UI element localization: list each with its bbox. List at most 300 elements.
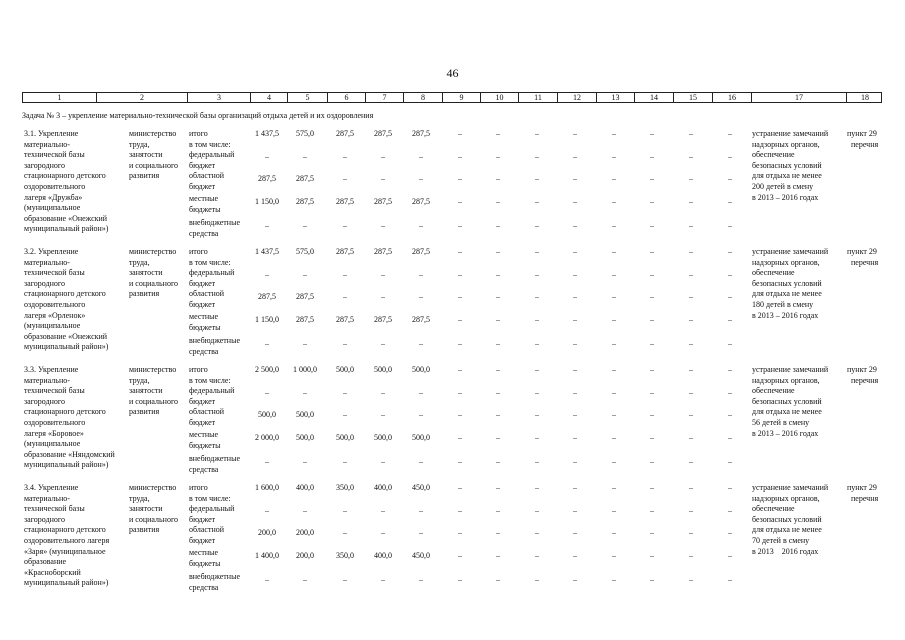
amount-cell: – [650, 221, 654, 230]
amount-cell: – [343, 388, 347, 397]
amount-cell: – [689, 433, 693, 442]
amount-cell: 287,5 [374, 129, 392, 138]
activity-name-line: образование [24, 557, 67, 567]
amount-cell: – [650, 575, 654, 584]
expected-result-line: 56 детей в смену [752, 418, 810, 427]
amount-cell: – [689, 551, 693, 560]
amount-cell: 1 437,5 [255, 129, 279, 138]
activity-name-line: 3.4. Укрепление [24, 483, 79, 492]
header-cell: 17 [751, 93, 846, 102]
funding-source-line: местные [189, 194, 219, 203]
amount-cell: – [458, 247, 462, 256]
activity-name-line: материально- [24, 257, 70, 267]
expected-result-line: безопасных условий [752, 160, 822, 170]
amount-cell: – [573, 315, 577, 324]
amount-cell: – [650, 152, 654, 161]
page-number: 46 [446, 66, 459, 80]
amount-cell: – [535, 388, 539, 397]
amount-cell: – [419, 174, 423, 183]
funding-source-line: итого [189, 129, 208, 138]
header-cell: 13 [596, 93, 634, 102]
header-cell: 2 [96, 93, 187, 102]
amount-cell: – [612, 221, 616, 230]
amount-cell: – [728, 197, 732, 206]
funding-source-line: бюджеты [189, 440, 221, 450]
amount-cell: – [265, 388, 269, 397]
funding-source-line: средства [189, 582, 219, 592]
amount-cell: – [535, 221, 539, 230]
amount-cell: 1 400,0 [255, 551, 279, 560]
amount-cell: – [650, 129, 654, 138]
executor-line: труда, [129, 139, 150, 149]
amount-cell: – [381, 221, 385, 230]
amount-cell: – [612, 270, 616, 279]
amount-cell: 287,5 [412, 315, 430, 324]
expected-result-line: 200 детей в смену [752, 182, 814, 191]
funding-source-line: бюджеты [189, 204, 221, 214]
amount-cell: – [419, 388, 423, 397]
amount-cell: – [728, 339, 732, 348]
header-cell: 18 [846, 93, 883, 102]
amount-cell: 400,0 [374, 551, 392, 560]
indicator-ref-line: пункт 29 [847, 247, 877, 256]
amount-cell: – [650, 247, 654, 256]
amount-cell: – [535, 197, 539, 206]
amount-cell: 287,5 [296, 292, 314, 301]
amount-cell: – [381, 152, 385, 161]
header-cell: 14 [634, 93, 673, 102]
executor-line: министерство [129, 365, 177, 374]
amount-cell: – [612, 315, 616, 324]
amount-cell: – [303, 339, 307, 348]
amount-cell: – [728, 506, 732, 515]
amount-cell: – [496, 365, 500, 374]
amount-cell: – [496, 339, 500, 348]
amount-cell: – [689, 247, 693, 256]
amount-cell: – [496, 152, 500, 161]
amount-cell: – [535, 174, 539, 183]
header-cell: 4 [250, 93, 287, 102]
amount-cell: – [650, 410, 654, 419]
amount-cell: – [689, 339, 693, 348]
activity-block [0, 483, 905, 601]
activity-block [0, 129, 905, 247]
executor-line: и социального [129, 396, 179, 406]
amount-cell: – [343, 410, 347, 419]
expected-result-line: устранение замечаний [752, 483, 829, 492]
amount-cell: – [265, 339, 269, 348]
amount-cell: – [573, 339, 577, 348]
expected-result-line: для отдыха не менее [752, 171, 822, 181]
amount-cell: – [496, 129, 500, 138]
amount-cell: – [535, 506, 539, 515]
amount-cell: 450,0 [412, 483, 430, 492]
amount-cell: – [458, 388, 462, 397]
amount-cell: – [458, 410, 462, 419]
indicator-ref-line: перечня [851, 257, 879, 267]
amount-cell: – [303, 221, 307, 230]
amount-cell: – [728, 152, 732, 161]
executor-line: министерство [129, 483, 177, 492]
amount-cell: – [689, 528, 693, 537]
amount-cell: – [612, 292, 616, 301]
amount-cell: – [496, 247, 500, 256]
expected-result-line: в 2013 2016 годах [752, 546, 819, 556]
amount-cell: – [381, 270, 385, 279]
activity-name-line: образование «Няндомский [24, 449, 115, 459]
amount-cell: – [689, 152, 693, 161]
amount-cell: 287,5 [374, 197, 392, 206]
indicator-ref-line: пункт 29 [847, 483, 877, 492]
amount-cell: 287,5 [296, 315, 314, 324]
executor-line: занятости [129, 504, 163, 514]
amount-cell: – [419, 410, 423, 419]
activity-name-line: лагеря «Дружба» [24, 192, 83, 202]
header-cell: 7 [365, 93, 403, 102]
activity-name-line: «Красноборский [24, 567, 81, 577]
expected-result-line: обеспечение [752, 504, 795, 514]
amount-cell: – [535, 315, 539, 324]
amount-cell: 1 600,0 [255, 483, 279, 492]
amount-cell: – [343, 270, 347, 279]
executor-line: труда, [129, 375, 150, 385]
activity-name-line: стационарного детского [24, 407, 106, 417]
amount-cell: 200,0 [296, 551, 314, 560]
funding-source-line: бюджет [189, 182, 216, 191]
amount-cell: – [612, 129, 616, 138]
amount-cell: – [612, 152, 616, 161]
amount-cell: – [458, 221, 462, 230]
activity-name-line: оздоровительного [24, 300, 86, 309]
funding-source-line: итого [189, 365, 208, 374]
amount-cell: 2 500,0 [255, 365, 279, 374]
executor-line: занятости [129, 268, 163, 278]
amount-cell: – [303, 506, 307, 515]
activity-name-line: загородного [24, 514, 65, 524]
amount-cell: 575,0 [296, 247, 314, 256]
amount-cell: – [728, 575, 732, 584]
amount-cell: – [496, 506, 500, 515]
amount-cell: – [381, 457, 385, 466]
amount-cell: 500,0 [374, 365, 392, 374]
amount-cell: 200,0 [296, 528, 314, 537]
amount-cell: – [381, 292, 385, 301]
header-cell: 9 [442, 93, 480, 102]
amount-cell: – [535, 575, 539, 584]
table-header-row [22, 92, 882, 103]
amount-cell: 287,5 [374, 247, 392, 256]
funding-source-line: областной [189, 525, 225, 535]
amount-cell: – [573, 433, 577, 442]
amount-cell: – [458, 528, 462, 537]
executor-line: и социального [129, 160, 179, 170]
funding-source-line: итого [189, 483, 208, 492]
amount-cell: – [419, 152, 423, 161]
amount-cell: – [612, 197, 616, 206]
amount-cell: – [458, 174, 462, 183]
activity-name-line: 3.1. Укрепление [24, 129, 79, 138]
amount-cell: – [650, 365, 654, 374]
funding-source-line: в том числе: [189, 375, 231, 385]
amount-cell: – [689, 174, 693, 183]
amount-cell: – [303, 457, 307, 466]
amount-cell: – [728, 247, 732, 256]
header-cell: 15 [673, 93, 712, 102]
executor-line: развития [129, 525, 160, 535]
amount-cell: – [381, 410, 385, 419]
executor-line: занятости [129, 150, 163, 160]
amount-cell: – [343, 221, 347, 230]
amount-cell: 500,0 [336, 365, 354, 374]
amount-cell: – [535, 292, 539, 301]
amount-cell: – [303, 152, 307, 161]
amount-cell: – [496, 551, 500, 560]
amount-cell: – [573, 129, 577, 138]
executor-line: развития [129, 407, 160, 417]
amount-cell: – [650, 197, 654, 206]
amount-cell: – [303, 575, 307, 584]
activity-name-line: загородного [24, 396, 65, 406]
activity-name-line: муниципальный район») [24, 224, 109, 234]
expected-result-line: надзорных органов, [752, 139, 820, 149]
funding-source-line: областной [189, 289, 225, 299]
amount-cell: 500,0 [336, 433, 354, 442]
amount-cell: 400,0 [296, 483, 314, 492]
amount-cell: – [728, 433, 732, 442]
amount-cell: – [573, 457, 577, 466]
amount-cell: – [573, 551, 577, 560]
funding-source-line: итого [189, 247, 208, 256]
amount-cell: 287,5 [258, 174, 276, 183]
amount-cell: – [573, 575, 577, 584]
activity-name-line: стационарного детского [24, 289, 106, 299]
header-cell: 5 [287, 93, 327, 102]
activity-name-line: 3.2. Укрепление [24, 247, 79, 256]
amount-cell: – [343, 174, 347, 183]
amount-cell: 287,5 [336, 315, 354, 324]
expected-result-line: для отдыха не менее [752, 407, 822, 417]
amount-cell: – [265, 506, 269, 515]
amount-cell: – [573, 247, 577, 256]
activity-name-line: загородного [24, 278, 65, 288]
amount-cell: – [458, 339, 462, 348]
executor-line: развития [129, 289, 160, 299]
activity-name-line: технической базы [24, 386, 85, 396]
executor-line: труда, [129, 257, 150, 267]
funding-source-line: бюджет [189, 300, 216, 309]
amount-cell: – [419, 270, 423, 279]
expected-result-line: устранение замечаний [752, 365, 829, 374]
amount-cell: – [265, 270, 269, 279]
amount-cell: – [728, 551, 732, 560]
activity-name-line: лагеря «Боровое» [24, 428, 84, 438]
expected-result-line: для отдыха не менее [752, 289, 822, 299]
amount-cell: – [343, 575, 347, 584]
activity-name-line: (муниципальное [24, 439, 81, 449]
activity-name-line: образование «Онежский [24, 213, 108, 223]
activity-name-line: 3.3. Укрепление [24, 365, 79, 374]
amount-cell: – [612, 506, 616, 515]
amount-cell: – [573, 410, 577, 419]
amount-cell: – [458, 483, 462, 492]
amount-cell: – [612, 388, 616, 397]
expected-result-line: в 2013 – 2016 годах [752, 192, 819, 202]
funding-source-line: бюджет [189, 278, 216, 288]
amount-cell: – [612, 247, 616, 256]
amount-cell: – [419, 292, 423, 301]
amount-cell: – [728, 270, 732, 279]
amount-cell: – [535, 483, 539, 492]
amount-cell: 575,0 [296, 129, 314, 138]
executor-line: занятости [129, 386, 163, 396]
amount-cell: 287,5 [296, 197, 314, 206]
activity-name-line: материально- [24, 375, 70, 385]
amount-cell: 500,0 [374, 433, 392, 442]
amount-cell: – [650, 457, 654, 466]
activity-name-line: оздоровительного лагеря [24, 536, 110, 545]
amount-cell: 1 150,0 [255, 315, 279, 324]
amount-cell: – [689, 197, 693, 206]
amount-cell: – [343, 457, 347, 466]
amount-cell: 287,5 [336, 247, 354, 256]
funding-source-line: внебюджетные [189, 572, 240, 581]
amount-cell: – [419, 221, 423, 230]
indicator-ref-line: пункт 29 [847, 129, 877, 138]
expected-result-line: устранение замечаний [752, 129, 829, 138]
amount-cell: 500,0 [412, 365, 430, 374]
amount-cell: – [535, 247, 539, 256]
activity-name-line: загородного [24, 160, 65, 170]
amount-cell: – [496, 410, 500, 419]
amount-cell: – [496, 528, 500, 537]
amount-cell: – [496, 483, 500, 492]
header-cell: 16 [712, 93, 751, 102]
funding-source-line: местные [189, 430, 219, 439]
executor-line: и социального [129, 514, 179, 524]
amount-cell: 287,5 [374, 315, 392, 324]
funding-source-line: бюджеты [189, 558, 221, 568]
expected-result-line: безопасных условий [752, 278, 822, 288]
activity-name-line: муниципальный район») [24, 342, 109, 352]
amount-cell: – [689, 457, 693, 466]
funding-source-line: внебюджетные [189, 218, 240, 227]
amount-cell: – [535, 339, 539, 348]
executor-line: труда, [129, 493, 150, 503]
amount-cell: – [535, 551, 539, 560]
amount-cell: – [496, 197, 500, 206]
activity-name-line: стационарного детского [24, 525, 106, 535]
amount-cell: – [650, 388, 654, 397]
amount-cell: – [573, 197, 577, 206]
amount-cell: – [496, 292, 500, 301]
activity-name-line: муниципальный район») [24, 578, 109, 588]
amount-cell: – [573, 174, 577, 183]
amount-cell: – [535, 129, 539, 138]
amount-cell: – [650, 270, 654, 279]
funding-source-line: бюджеты [189, 322, 221, 332]
amount-cell: – [612, 433, 616, 442]
expected-result-line: безопасных условий [752, 396, 822, 406]
header-cell: 8 [403, 93, 442, 102]
amount-cell: – [612, 551, 616, 560]
amount-cell: – [728, 457, 732, 466]
activity-block [0, 247, 905, 365]
activity-name-line: материально- [24, 139, 70, 149]
amount-cell: – [650, 315, 654, 324]
amount-cell: – [496, 315, 500, 324]
amount-cell: 287,5 [296, 174, 314, 183]
amount-cell: – [458, 315, 462, 324]
activity-name-line: стационарного детского [24, 171, 106, 181]
amount-cell: – [650, 506, 654, 515]
amount-cell: 500,0 [412, 433, 430, 442]
activity-name-line: лагеря «Орленок» [24, 310, 86, 320]
amount-cell: – [535, 410, 539, 419]
amount-cell: 2 000,0 [255, 433, 279, 442]
amount-cell: – [458, 506, 462, 515]
amount-cell: – [303, 270, 307, 279]
amount-cell: 1 437,5 [255, 247, 279, 256]
amount-cell: – [343, 152, 347, 161]
amount-cell: – [689, 129, 693, 138]
expected-result-line: безопасных условий [752, 514, 822, 524]
indicator-ref-line: перечня [851, 375, 879, 385]
amount-cell: – [496, 433, 500, 442]
amount-cell: – [612, 174, 616, 183]
activity-name-line: материально- [24, 493, 70, 503]
funding-source-line: областной [189, 407, 225, 417]
amount-cell: – [689, 365, 693, 374]
indicator-ref-line: перечня [851, 139, 879, 149]
amount-cell: – [612, 365, 616, 374]
amount-cell: – [573, 528, 577, 537]
amount-cell: – [458, 292, 462, 301]
expected-result-line: обеспечение [752, 386, 795, 396]
amount-cell: – [458, 365, 462, 374]
funding-source-line: внебюджетные [189, 454, 240, 463]
activity-name-line: технической базы [24, 268, 85, 278]
funding-source-line: бюджет [189, 536, 216, 545]
amount-cell: – [303, 388, 307, 397]
amount-cell: – [728, 292, 732, 301]
funding-source-line: в том числе: [189, 257, 231, 267]
expected-result-line: для отдыха не менее [752, 525, 822, 535]
activity-name-line: (муниципальное [24, 203, 81, 213]
amount-cell: – [419, 528, 423, 537]
amount-cell: – [265, 152, 269, 161]
header-cell: 10 [480, 93, 518, 102]
amount-cell: – [612, 410, 616, 419]
funding-source-line: федеральный [189, 386, 235, 396]
amount-cell: – [496, 221, 500, 230]
executor-line: развития [129, 171, 160, 181]
amount-cell: 287,5 [336, 197, 354, 206]
amount-cell: – [535, 433, 539, 442]
amount-cell: 287,5 [412, 129, 430, 138]
indicator-ref-line: пункт 29 [847, 365, 877, 374]
header-cell: 6 [327, 93, 365, 102]
amount-cell: – [265, 457, 269, 466]
amount-cell: – [689, 506, 693, 515]
amount-cell: 287,5 [258, 292, 276, 301]
funding-source-line: бюджет [189, 396, 216, 406]
amount-cell: – [650, 483, 654, 492]
amount-cell: – [458, 129, 462, 138]
amount-cell: – [689, 270, 693, 279]
amount-cell: – [728, 388, 732, 397]
amount-cell: – [419, 575, 423, 584]
funding-source-line: федеральный [189, 268, 235, 278]
